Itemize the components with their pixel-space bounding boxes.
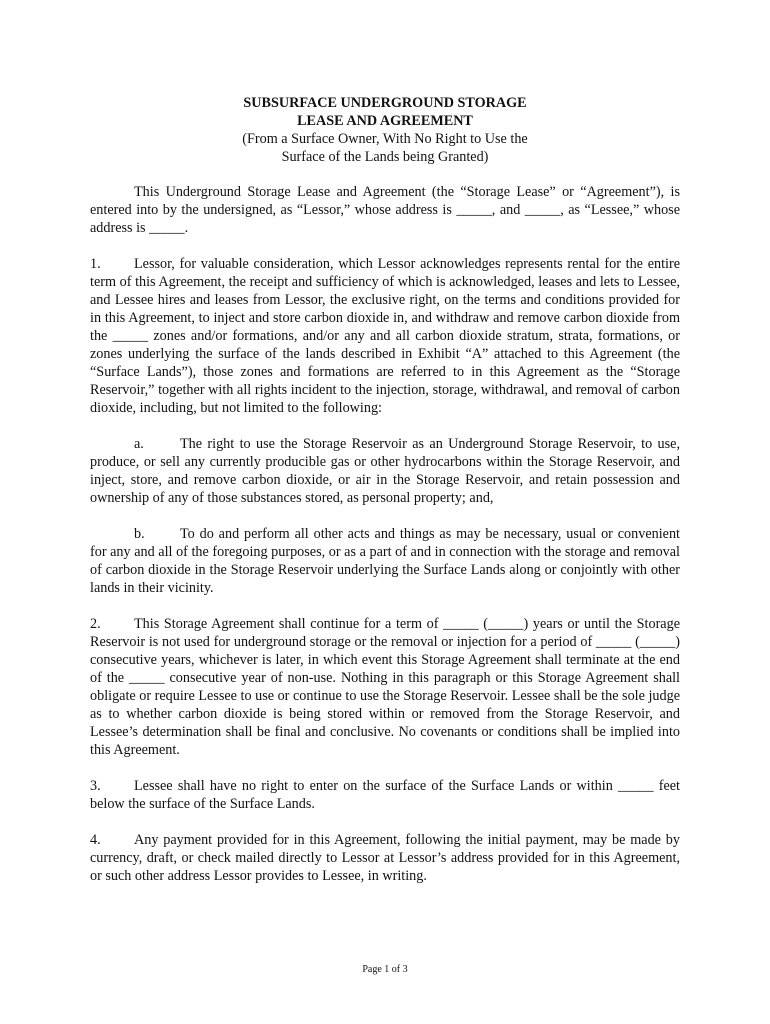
section-4 [90, 831, 680, 885]
section-2 [90, 615, 680, 759]
section-number: 4. [90, 832, 101, 848]
subsection-label: a. [134, 436, 144, 452]
section-text: Lessee shall have no right to enter on the surface of the Surface Lands or within _____ feet below the surface of the Surface Lands. [90, 778, 680, 812]
title-line-2: LEASE AND AGREEMENT [297, 113, 473, 129]
title-line-1: SUBSURFACE UNDERGROUND STORAGE [243, 95, 527, 111]
subtitle-line-2: Surface of the Lands being Granted) [281, 149, 489, 165]
section-text: Lessor, for valuable consideration, which Lessor acknowledges represents rental for the entire term of this Agreement, the receipt and sufficiency of which is acknowledged, leases and lets to Lessee, and Lessee hires and leases from Lessor, the exclusive right, on the terms and conditions provided for in this Agreement, to inject and store carbon dioxide in, and withdraw and remove carbon dioxide from the _____ zones and/or formations, and/or any and all carbon dioxide stratum, strata, formations, or zones underlying the surface of the lands described in Exhibit “A” attached to this Agreement (the “Surface Lands”), those zones and formations are referred to in this Agreement as the “Storage Reservoir,” together with all rights incident to the injection, storage, withdrawal, and removal of carbon dioxide, including, but not limited to the following: [90, 256, 680, 416]
section-text: This Storage Agreement shall continue for a term of _____ (_____) years or until the Storage Reservoir is not used for underground storage or the removal or injection for a period of _____ (_____) consecutive years, whichever is later, in which event this Storage Agreement shall terminate at the end of the _____ consecutive year of non-use. Nothing in this paragraph or this Storage Agreement shall obligate or require Lessee to use or continue to use the Storage Reservoir. Lessee shall be the sole judge as to whether carbon dioxide is being stored within or removed from the Storage Reservoir, and Lessee’s determination shall be final and conclusive. No covenants or conditions shall be implied into this Agreement. [90, 616, 680, 758]
subsection-b [90, 525, 680, 597]
subtitle-line-1: (From a Surface Owner, With No Right to Use the [242, 131, 528, 147]
title-block [90, 94, 680, 166]
intro-paragraph: This Underground Storage Lease and Agreement (the “Storage Lease” or “Agreement”), is entered into by the undersigned, as “Lessor,” whose address is _____, and _____, as “Lessee,” whose address is _____. [90, 184, 680, 236]
section-3 [90, 777, 680, 813]
section-number: 2. [90, 616, 101, 632]
section-1 [90, 255, 680, 417]
section-number: 1. [90, 256, 101, 272]
page-number: Page 1 of 3 [362, 964, 408, 975]
subsection-label: b. [134, 526, 145, 542]
section-text: Any payment provided for in this Agreement, following the initial payment, may be made by currency, draft, or check mailed directly to Lessor at Lessor’s address provided for in this Agreement, or such other address Lessor provides to Lessee, in writing. [90, 832, 680, 884]
document-body [90, 183, 680, 903]
subsection-a [90, 435, 680, 507]
subsection-text: The right to use the Storage Reservoir as an Underground Storage Reservoir, to use, produce, or sell any currently producible gas or other hydrocarbons within the Storage Reservoir, and inject, store, and remove carbon dioxide, or air in the Storage Reservoir, and retain possession and ownership of any of those substances stored, as personal property; and, [90, 436, 680, 506]
subsection-text: To do and perform all other acts and things as may be necessary, usual or convenient for any and all of the foregoing purposes, or as a part of and in connection with the storage and removal of carbon dioxide in the Storage Reservoir underlying the Surface Lands along or conjointly with other lands in their vicinity. [90, 526, 680, 596]
section-number: 3. [90, 778, 101, 794]
